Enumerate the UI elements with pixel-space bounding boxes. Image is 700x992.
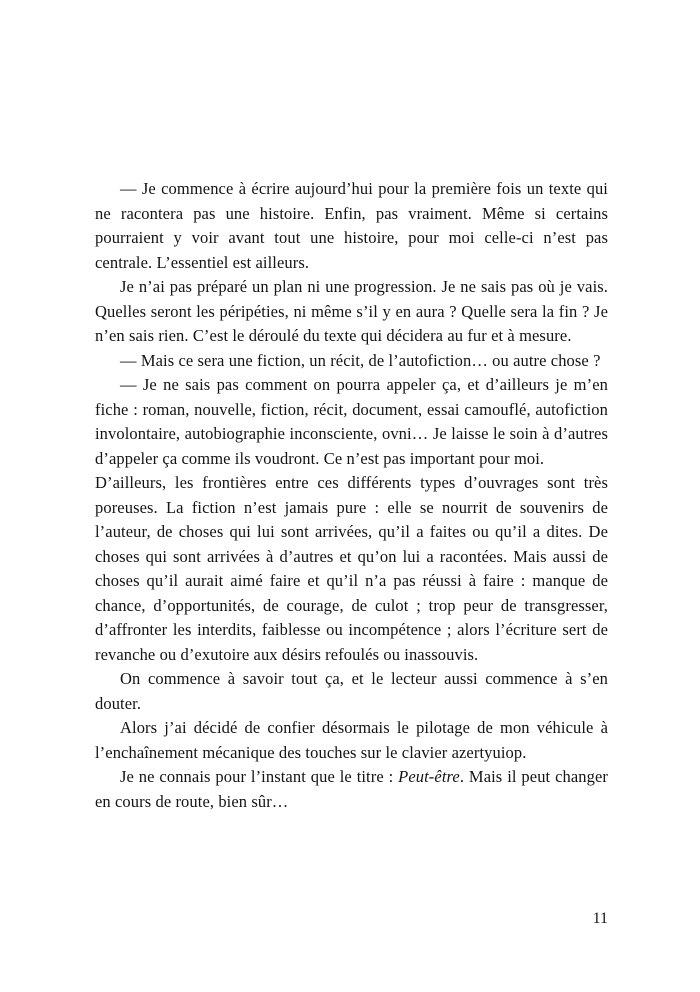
paragraph: Alors j’ai décidé de confier désormais le pilotage de mon véhicule à l’enchaînement mécanique des touches sur le clavier azertyuiop. xyxy=(95,718,608,762)
book-title-italic: Peut-être xyxy=(398,767,460,786)
paragraph: — Je ne sais pas comment on pourra appeler ça, et d’ailleurs je m’en fiche : roman, nouvelle, fiction, récit, document, essai camouflé, autofiction involontaire, autobiographie inconsciente, ovni… Je laisse le soin à d’autres d’appeler ça comme ils voudront. Ce n’est pas important pour moi. xyxy=(95,375,608,468)
paragraph: D’ailleurs, les frontières entre ces différents types d’ouvrages sont très poreuses. La fiction n’est jamais pure : elle se nourrit de souvenirs de l’auteur, de choses qui lui sont arrivées, qu’il a faites ou qu’il a dites. De choses qui sont arrivées à d’autres et qu’on lui a racontées. Mais aussi de choses qu’il aurait aimé faire et qu’il n’a pas réussi à faire : manque de chance, d’opportunités, de courage, de culot ; trop peur de transgresser, d’affronter les interdits, faiblesse ou incompétence ; alors l’écriture sert de revanche ou d’exutoire aux désirs refoulés ou inassouvis. xyxy=(95,473,608,664)
paragraph: Je n’ai pas préparé un plan ni une progression. Je ne sais pas où je vais. Quelles seront les péripéties, ni même s’il y en aura ? Quelle sera la fin ? Je n’en sais rien. C’est le déroulé du texte qui décidera au fur et à mesure. xyxy=(95,277,608,345)
paragraph-text-after-title: . Mais il peut changer en cours de route, bien sûr… xyxy=(95,767,608,811)
page-number: 11 xyxy=(592,910,608,927)
page-text xyxy=(95,177,608,814)
paragraph: — Je commence à écrire aujourd’hui pour la première fois un texte qui ne racontera pas une histoire. Enfin, pas vraiment. Même si certains pourraient y voir avant tout une histoire, pour moi celle-ci n’est pas centrale. L’essentiel est ailleurs. xyxy=(95,179,608,272)
paragraph: — Mais ce sera une fiction, un récit, de l’autofiction… ou autre chose ? xyxy=(120,350,601,370)
paragraph-text-before-title: Je ne connais pour l’instant que le titre : xyxy=(120,767,399,786)
paragraph xyxy=(95,765,608,814)
paragraph: On commence à savoir tout ça, et le lecteur aussi commence à s’en douter. xyxy=(95,669,608,713)
